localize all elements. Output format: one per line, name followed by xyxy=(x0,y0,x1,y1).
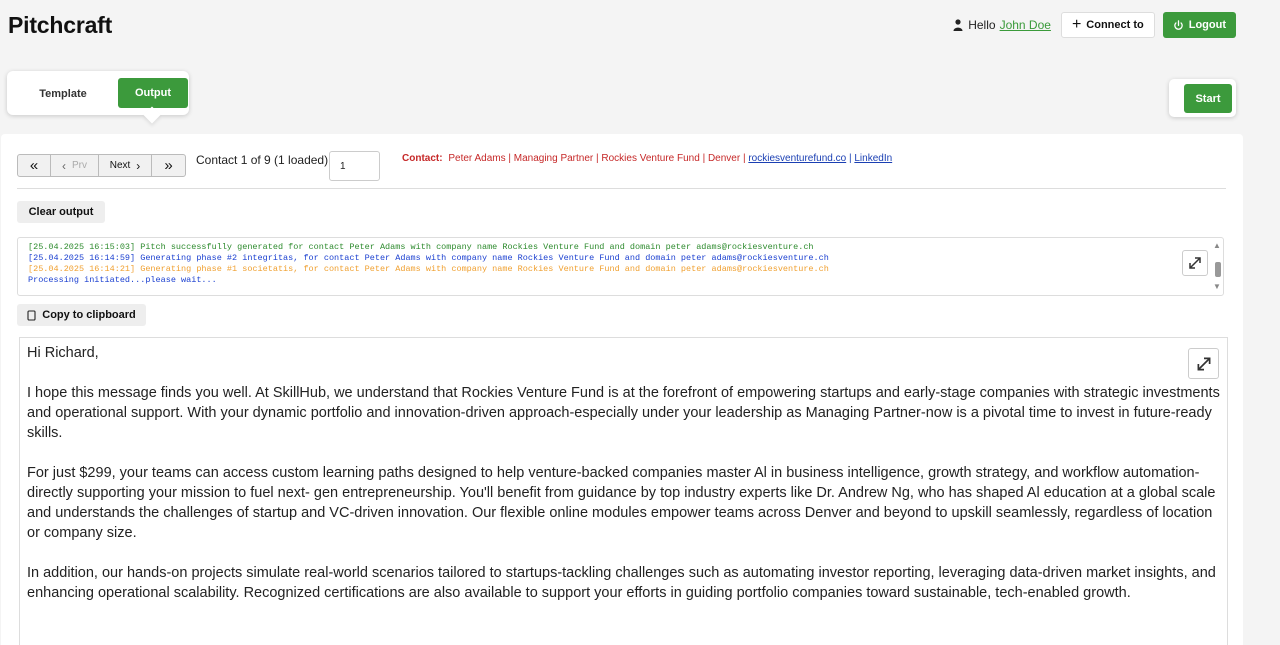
output-paragraph: Hi Richard, xyxy=(27,345,99,361)
pitch-output[interactable] xyxy=(19,337,1228,645)
contact-details: Peter Adams | Managing Partner | Rockies Venture Fund | Denver | xyxy=(448,153,746,164)
chevron-left-icon: ‹ xyxy=(62,158,66,173)
log-line: Processing initiated...please wait... xyxy=(28,275,217,285)
log-line: [25.04.2025 16:14:21] Generating phase #1 societatis, for contact Peter Adams with company name Rockies Venture Fund and domain peter adams@rockiesventure.ch xyxy=(28,264,829,274)
output-expand-button[interactable] xyxy=(1188,348,1219,379)
connect-label: Connect to xyxy=(1086,19,1144,31)
output-paragraph: I hope this message finds you well. At SkillHub, we understand that Rockies Venture Fund is at the forefront of empowering startups and early-stage companies with strategic investments and operational support. With your dynamic portfolio and innovation-driven approach-especially under your leadership as Managing Partner-now is a pivotal time to invest in future-ready skills. xyxy=(27,385,1220,441)
greeting-text: Hello xyxy=(968,18,996,32)
next-button[interactable] xyxy=(98,154,152,177)
expand-icon xyxy=(1195,355,1213,373)
clear-output-button[interactable]: Clear output xyxy=(17,201,105,223)
user-greeting xyxy=(953,18,1051,32)
log-lines xyxy=(28,242,829,286)
logout-label: Logout xyxy=(1188,19,1226,31)
contact-pager xyxy=(17,154,185,177)
tab-template[interactable]: Template xyxy=(39,88,87,100)
active-tab-pointer xyxy=(144,107,161,124)
app-title: Pitchcraft xyxy=(8,12,113,38)
log-line: [25.04.2025 16:15:03] Pitch successfully generated for contact Peter Adams with company name Rockies Venture Fund and domain peter adams@rockiesventure.ch xyxy=(28,242,814,252)
user-icon xyxy=(953,19,963,31)
scroll-up-arrow-icon[interactable]: ▲ xyxy=(1213,241,1221,250)
chevron-right-icon: › xyxy=(136,158,141,173)
start-card xyxy=(1169,79,1236,117)
plus-icon: + xyxy=(1071,16,1082,33)
copy-to-clipboard-button[interactable] xyxy=(17,304,146,326)
scroll-down-arrow-icon[interactable]: ▼ xyxy=(1213,282,1221,291)
contact-label: Contact: xyxy=(402,153,443,164)
prev-button[interactable] xyxy=(50,154,99,177)
power-icon xyxy=(1173,20,1184,31)
expand-icon xyxy=(1187,255,1203,271)
next-label: Next xyxy=(109,160,131,171)
start-button[interactable]: Start xyxy=(1184,84,1232,113)
user-name-link[interactable]: John Doe xyxy=(999,18,1051,32)
log-box[interactable] xyxy=(17,237,1224,296)
contact-linkedin-link[interactable]: LinkedIn xyxy=(854,153,893,164)
scrollbar-thumb[interactable] xyxy=(1215,262,1221,277)
page-number-input[interactable] xyxy=(329,151,380,181)
tab-output[interactable]: Output xyxy=(118,78,188,108)
output-paragraph: In addition, our hands-on projects simulate real-world scenarios tailored to startups-tackling challenges such as automating investor reporting, leveraging data-driven market insights, and enhancing operational scalability. Recognized certifications are also available to support your efforts in guiding portfolio companies toward sustainable, tech-enabled growth. xyxy=(27,565,1216,601)
output-paragraph: For just $299, your teams can access custom learning paths designed to help venture-backed companies master Al in business intelligence, growth strategy, and workflow automation-directly supporting your mission to fuel next- gen entrepreneurship. You'll benefit from guidance by top industry experts like Dr. Andrew Ng, who has shaped Al education at a global scale and understands the challenges of startup and VC-driven innovation. Our flexible online modules empower teams across Denver and beyond to upskill seamlessly, regardless of location or company size. xyxy=(27,465,1216,541)
contact-count: Contact 1 of 9 (1 loaded) xyxy=(196,153,329,167)
log-line: [25.04.2025 16:14:59] Generating phase #2 integritas, for contact Peter Adams with company name Rockies Venture Fund and domain peter adams@rockiesventure.ch xyxy=(28,253,829,263)
double-chevron-left-icon: « xyxy=(29,157,39,174)
prev-label: Prv xyxy=(72,160,87,171)
double-chevron-right-icon: » xyxy=(164,157,173,174)
view-tabs xyxy=(7,71,189,115)
contact-info xyxy=(402,153,892,164)
contact-website-link[interactable]: rockiesventurefund.co xyxy=(748,153,847,164)
divider xyxy=(17,188,1226,189)
clipboard-icon xyxy=(27,310,37,321)
first-page-button[interactable] xyxy=(17,154,51,177)
copy-label: Copy to clipboard xyxy=(42,309,136,321)
user-bar xyxy=(953,12,1236,38)
last-page-button[interactable] xyxy=(151,154,186,177)
logout-button[interactable] xyxy=(1163,12,1236,38)
log-expand-button[interactable] xyxy=(1182,250,1208,276)
contact-separator: | xyxy=(848,153,852,164)
connect-button[interactable] xyxy=(1061,12,1155,38)
